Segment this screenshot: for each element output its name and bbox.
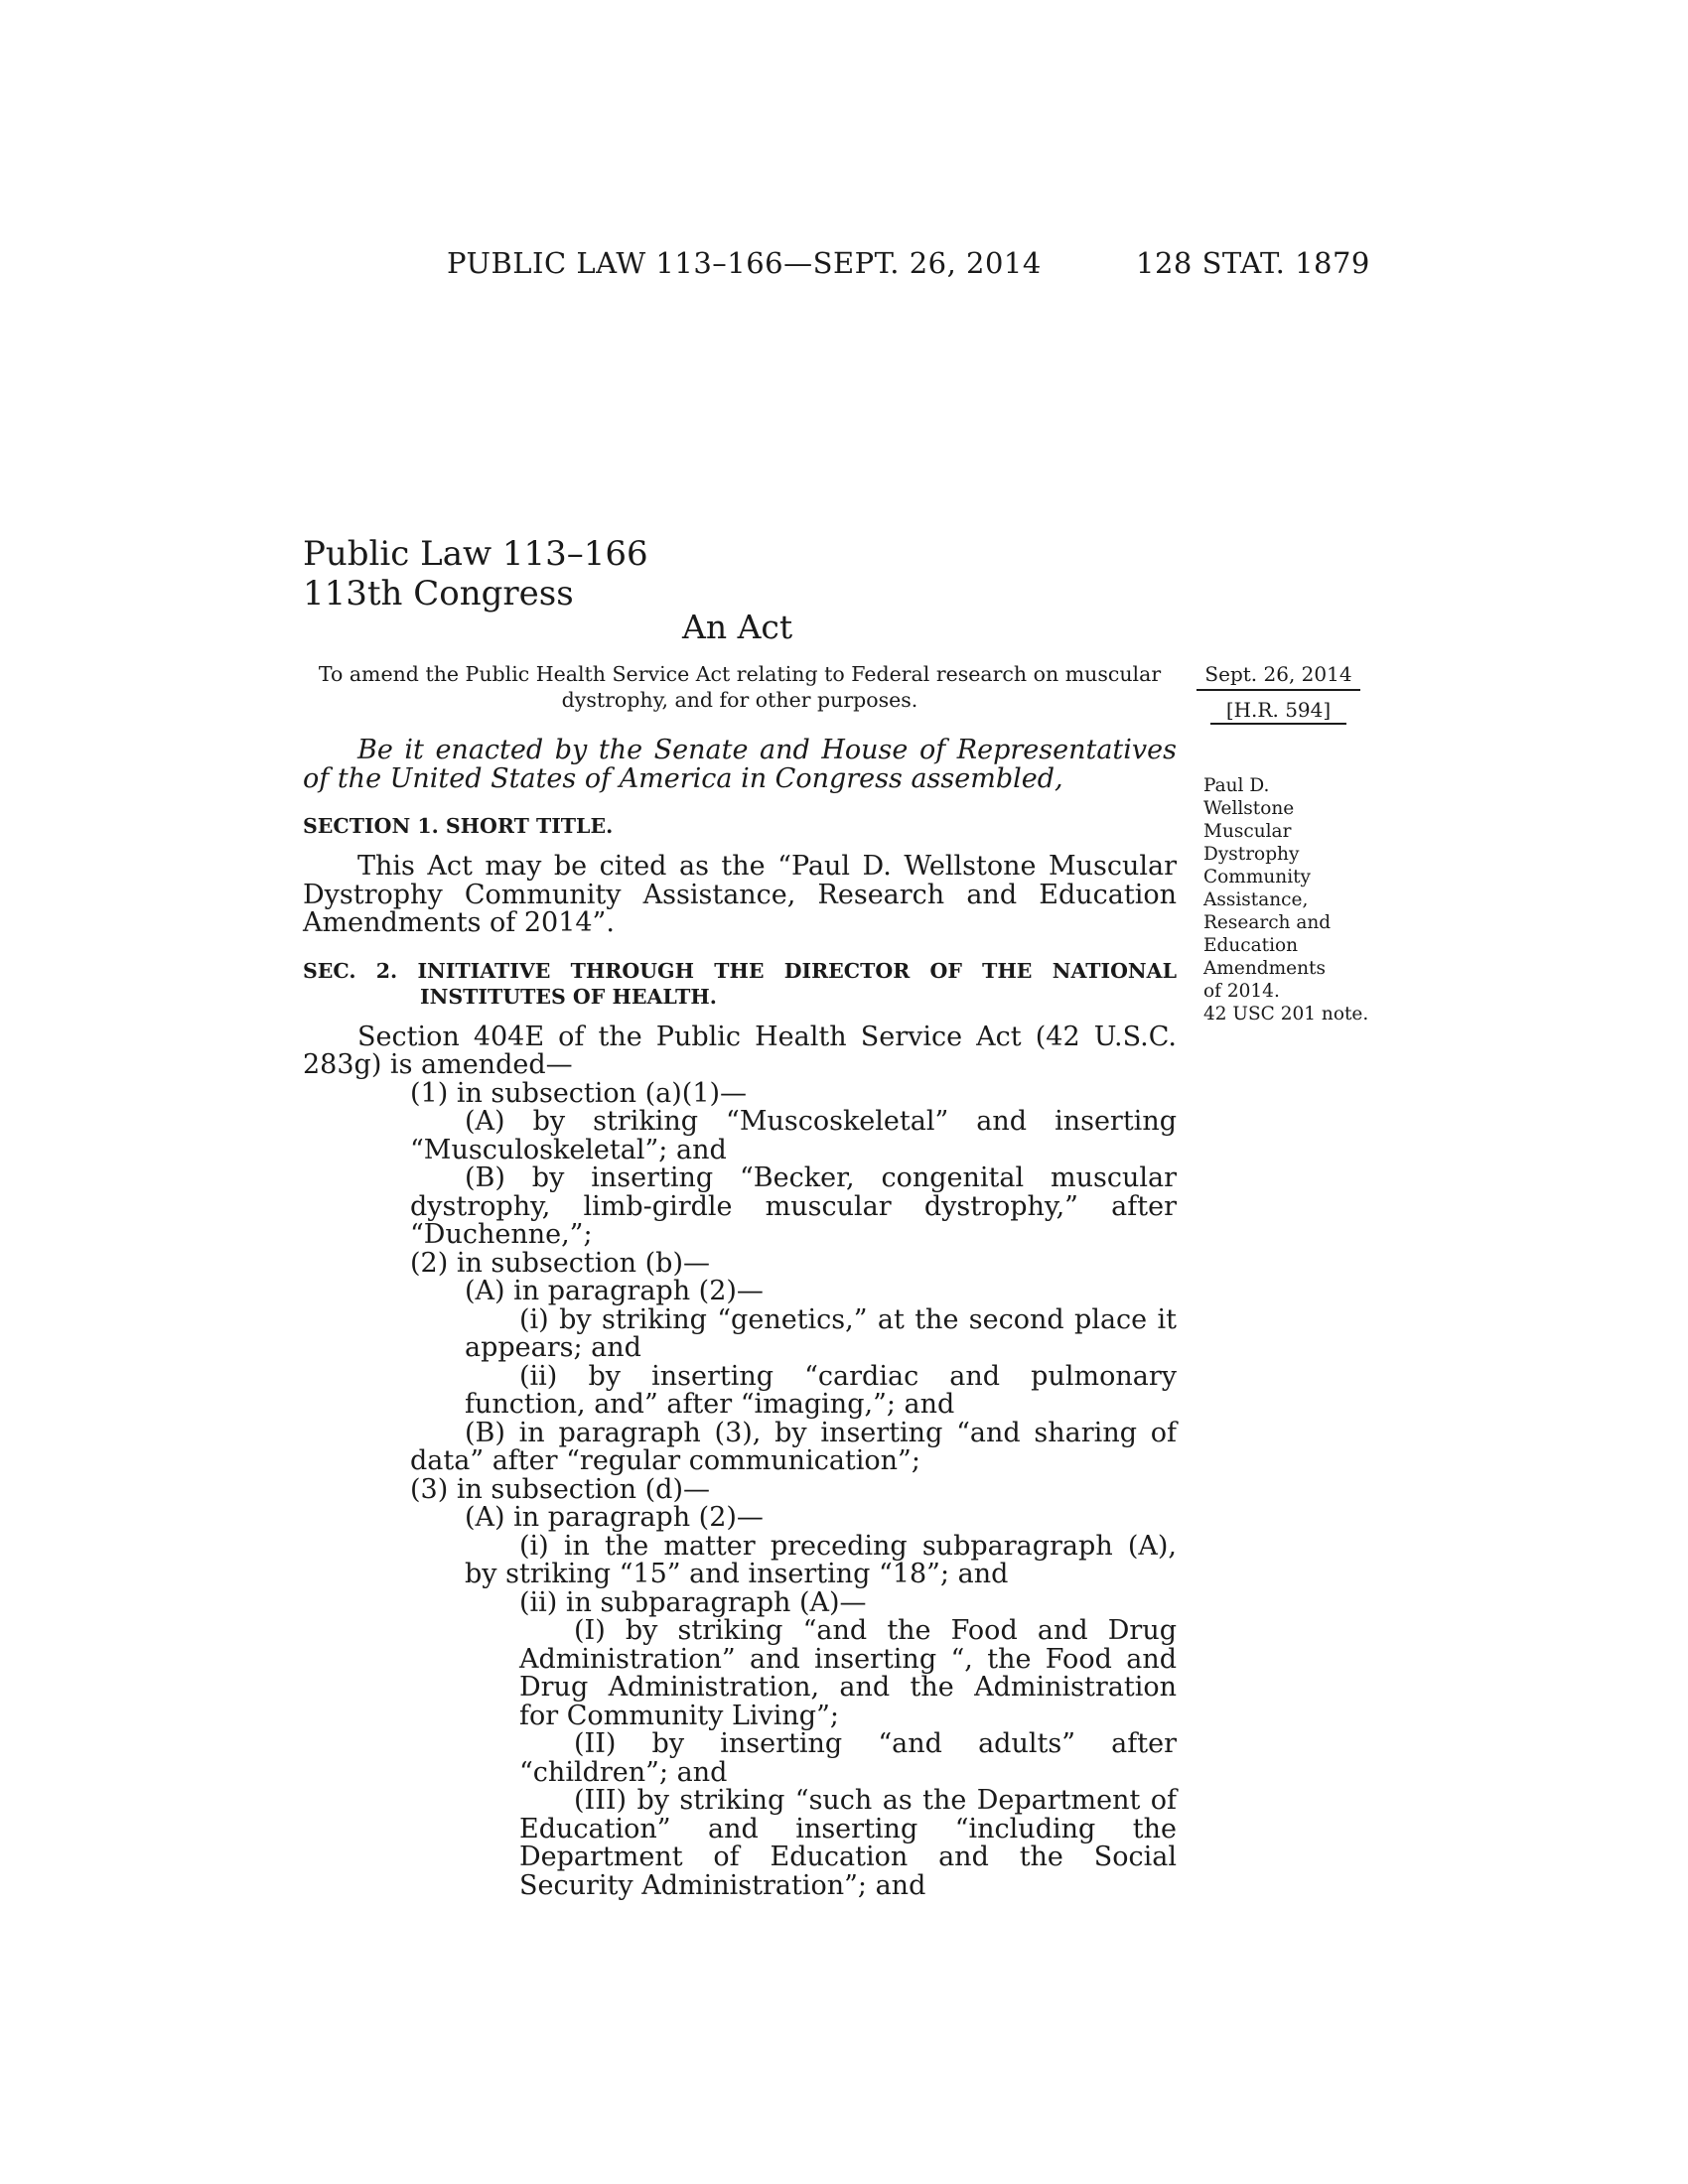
congress-number: 113th Congress [303,574,574,614]
margin-note-line: Research and [1203,912,1332,933]
act-purpose: To amend the Public Health Service Act relating to Federal research on muscular dystrophy, and for other purposes. [318,662,1162,712]
marginal-note [1203,774,1377,1025]
subclause-3AiiIII: (III) by striking “such as the Department of Education” and inserting “including the Department of Education and the Social Security Administration”; and [519,1785,1177,1901]
paragraph-3: (3) in subsection (d)— [410,1473,710,1505]
section-1-heading: SECTION 1. SHORT TITLE. [303,814,614,838]
bill-number: [H.R. 594] [1210,691,1346,725]
enactment-date-block [1196,661,1360,725]
margin-note-line: Education [1203,935,1299,956]
subparagraph-2A: (A) in paragraph (2)— [465,1276,764,1306]
margin-note-line: Dystrophy [1203,844,1300,865]
statute-body [303,737,1177,1900]
clause-3Aii: (ii) in subparagraph (A)— [519,1586,867,1618]
margin-note-line: Paul D. [1203,775,1270,796]
section-2-heading: SEC. 2. INITIATIVE THROUGH THE DIRECTOR OF THE NATIONAL INSTITUTES OF HEALTH. [303,958,1177,1009]
margin-note-line: Assistance, [1203,889,1309,910]
subparagraph-1B: (B) by inserting “Becker, congenital muscular dystrophy, limb-girdle muscular dystrophy,” after “Duchenne,”; [410,1162,1177,1250]
margin-note-line: Wellstone [1203,798,1295,819]
public-law-number: Public Law 113–166 [303,534,648,574]
margin-note-line: of 2014. [1203,981,1280,1002]
clause-2Ai: (i) by striking “genetics,” at the second place it appears; and [465,1303,1177,1363]
margin-note-citation: 42 USC 201 note. [1203,1004,1369,1024]
margin-note-line: Muscular [1203,821,1292,842]
clause-3Ai: (i) in the matter preceding subparagraph (A), by striking “15” and inserting “18”; and [465,1530,1177,1589]
clause-2Aii: (ii) by inserting “cardiac and pulmonary function, and” after “imaging,”; and [465,1360,1177,1420]
section-1-text: This Act may be cited as the “Paul D. Wellstone Muscular Dystrophy Community Assistance, Research and Education Amendments of 2014”. [303,851,1177,938]
enactment-date: Sept. 26, 2014 [1196,661,1360,691]
margin-note-line: Amendments [1203,958,1326,979]
law-title-block [303,534,648,614]
subparagraph-2B: (B) in paragraph (3), by inserting “and sharing of data” after “regular communication”; [410,1417,1177,1476]
act-title: An Act [682,608,793,646]
running-header-left: PUBLIC LAW 113–166—SEPT. 26, 2014 [447,246,1042,280]
margin-note-line: Community [1203,867,1312,887]
subparagraph-3A: (A) in paragraph (2)— [465,1502,764,1533]
section-2-intro: Section 404E of the Public Health Service Act (42 U.S.C. 283g) is amended— [303,1021,1177,1080]
subclause-3AiiII: (II) by inserting “and adults” after “children”; and [519,1728,1177,1788]
enacting-clause: Be it enacted by the Senate and House of Representatives of the United States of America in Congress assembled, [303,735,1177,794]
running-header-page-number: 128 STAT. 1879 [1136,246,1370,280]
subparagraph-1A: (A) by striking “Muscoskeletal” and inserting “Musculoskeletal”; and [410,1106,1177,1165]
paragraph-1: (1) in subsection (a)(1)— [410,1077,748,1109]
subclause-3AiiI: (I) by striking “and the Food and Drug Administration” and inserting “, the Food and Drug Administration, and the Administration for Community Living”; [519,1615,1177,1731]
paragraph-2: (2) in subsection (b)— [410,1247,710,1279]
